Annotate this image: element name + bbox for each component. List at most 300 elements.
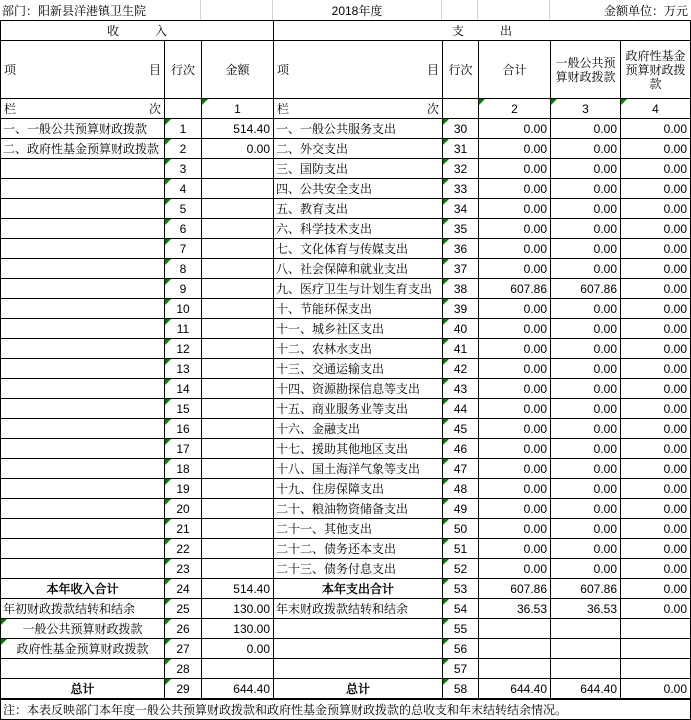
- expense-total-cell[interactable]: [479, 339, 551, 359]
- income-amount-cell[interactable]: [202, 439, 274, 459]
- income-item-cell[interactable]: [1, 139, 165, 159]
- income-amount-cell[interactable]: [202, 239, 274, 259]
- expense-total-cell[interactable]: [479, 499, 551, 519]
- expense-fund-cell[interactable]: [621, 339, 690, 359]
- income-line-cell[interactable]: [165, 259, 202, 279]
- expense-fund-cell[interactable]: [621, 399, 690, 419]
- income-line-cell[interactable]: [165, 619, 202, 639]
- income-line-cell[interactable]: [165, 579, 202, 599]
- income-amount-cell[interactable]: [202, 519, 274, 539]
- expense-line-cell[interactable]: [443, 419, 479, 439]
- expense-general-cell[interactable]: [551, 319, 621, 339]
- income-item-cell[interactable]: [1, 679, 165, 699]
- expense-total-cell[interactable]: [479, 119, 551, 139]
- expense-item-cell[interactable]: [274, 619, 443, 639]
- income-amount-cell-text: 644.40: [233, 681, 270, 696]
- income-line-cell[interactable]: [165, 459, 202, 479]
- expense-item-cell[interactable]: [274, 339, 443, 359]
- income-line-cell[interactable]: [165, 639, 202, 659]
- expense-general-cell[interactable]: [551, 599, 621, 619]
- expense-total-cell[interactable]: [479, 359, 551, 379]
- lane-num-cell[interactable]: [621, 99, 690, 119]
- income-amount-cell[interactable]: [202, 419, 274, 439]
- expense-general-cell[interactable]: [551, 239, 621, 259]
- income-line-cell[interactable]: [165, 159, 202, 179]
- expense-fund-cell[interactable]: [621, 119, 690, 139]
- unit-label[interactable]: 金额单位：万元: [603, 3, 688, 18]
- expense-item-cell-text: 十六、金融支出: [276, 422, 361, 436]
- income-item-cell[interactable]: [1, 559, 165, 579]
- income-amount-header[interactable]: 金额: [202, 41, 274, 99]
- income-item-cell[interactable]: [1, 599, 165, 619]
- expense-line-cell[interactable]: [443, 439, 479, 459]
- expense-fund-cell[interactable]: [621, 599, 690, 619]
- expense-item-cell[interactable]: [274, 219, 443, 239]
- expense-line-cell[interactable]: [443, 379, 479, 399]
- expense-item-cell[interactable]: [274, 299, 443, 319]
- income-line-cell[interactable]: [165, 359, 202, 379]
- income-item-cell[interactable]: [1, 219, 165, 239]
- income-amount-cell[interactable]: [202, 659, 274, 679]
- expense-line-cell[interactable]: [443, 399, 479, 419]
- lane-num-cell[interactable]: [479, 99, 551, 119]
- income-amount-cell[interactable]: [202, 599, 274, 619]
- expense-total-cell[interactable]: [479, 399, 551, 419]
- lane-num-cell[interactable]: [551, 99, 621, 119]
- expense-line-cell[interactable]: [443, 659, 479, 679]
- expense-general-cell[interactable]: [551, 659, 621, 679]
- income-line-cell[interactable]: [165, 399, 202, 419]
- income-line-cell[interactable]: [165, 139, 202, 159]
- expense-total-cell[interactable]: [479, 559, 551, 579]
- income-line-cell[interactable]: [165, 219, 202, 239]
- income-line-cell-text: 5: [179, 201, 187, 216]
- title-row: [0, 0, 691, 20]
- income-amount-cell[interactable]: [202, 499, 274, 519]
- income-item-cell[interactable]: [1, 179, 165, 199]
- income-line-cell[interactable]: [165, 679, 202, 699]
- expense-total-cell[interactable]: [479, 279, 551, 299]
- expense-section-header[interactable]: 支 出: [274, 21, 690, 41]
- expense-item-cell[interactable]: [274, 139, 443, 159]
- expense-item-cell-text: 年末财政拨款结转和结余: [276, 602, 409, 616]
- expense-line-cell[interactable]: [443, 479, 479, 499]
- income-line-cell[interactable]: [165, 599, 202, 619]
- income-amount-cell[interactable]: [202, 159, 274, 179]
- expense-general-cell[interactable]: [551, 439, 621, 459]
- expense-item-cell[interactable]: [274, 439, 443, 459]
- expense-item-cell[interactable]: [274, 579, 443, 599]
- income-line-cell-text: 26: [176, 621, 190, 636]
- income-line-cell[interactable]: [165, 419, 202, 439]
- expense-total-cell[interactable]: [479, 379, 551, 399]
- expense-fund-cell[interactable]: [621, 319, 690, 339]
- expense-item-cell[interactable]: [274, 539, 443, 559]
- income-line-cell[interactable]: [165, 379, 202, 399]
- income-amount-cell[interactable]: [202, 119, 274, 139]
- expense-general-cell-text: 36.53: [586, 601, 617, 616]
- expense-line-header[interactable]: 行次: [443, 41, 479, 99]
- expense-line-cell[interactable]: [443, 159, 479, 179]
- expense-total-cell[interactable]: [479, 539, 551, 559]
- expense-item-cell[interactable]: [274, 559, 443, 579]
- income-line-cell[interactable]: [165, 199, 202, 219]
- expense-line-cell[interactable]: [443, 219, 479, 239]
- expense-total-cell[interactable]: [479, 619, 551, 639]
- income-amount-cell[interactable]: [202, 319, 274, 339]
- number-flag-icon: [443, 599, 449, 605]
- expense-item-cell[interactable]: [274, 159, 443, 179]
- expense-item-cell[interactable]: [274, 419, 443, 439]
- income-item-cell[interactable]: [1, 399, 165, 419]
- income-amount-cell[interactable]: [202, 639, 274, 659]
- expense-general-cell[interactable]: [551, 119, 621, 139]
- expense-item-cell[interactable]: [274, 379, 443, 399]
- income-item-cell[interactable]: [1, 279, 165, 299]
- income-line-cell[interactable]: [165, 479, 202, 499]
- expense-total-cell[interactable]: [479, 519, 551, 539]
- expense-fund-cell[interactable]: [621, 259, 690, 279]
- expense-general-cell[interactable]: [551, 299, 621, 319]
- number-flag-icon: [443, 459, 449, 465]
- expense-line-cell[interactable]: [443, 679, 479, 699]
- expense-line-cell[interactable]: [443, 199, 479, 219]
- expense-line-cell[interactable]: [443, 139, 479, 159]
- income-line-cell[interactable]: [165, 439, 202, 459]
- income-amount-cell[interactable]: [202, 199, 274, 219]
- income-item-cell[interactable]: [1, 439, 165, 459]
- income-line-cell-text: 29: [176, 681, 190, 696]
- income-line-cell[interactable]: [165, 319, 202, 339]
- expense-total-cell[interactable]: [479, 439, 551, 459]
- expense-item-cell[interactable]: [274, 119, 443, 139]
- expense-line-cell[interactable]: [443, 599, 479, 619]
- expense-fund-cell[interactable]: [621, 159, 690, 179]
- expense-general-cell[interactable]: [551, 179, 621, 199]
- expense-fund-cell-text: 0.00: [663, 601, 687, 616]
- expense-line-cell[interactable]: [443, 319, 479, 339]
- expense-total-cell[interactable]: [479, 219, 551, 239]
- table-body: [1, 119, 690, 699]
- expense-general-cell-text: 0.00: [593, 381, 617, 396]
- income-amount-cell[interactable]: [202, 179, 274, 199]
- income-amount-cell[interactable]: [202, 399, 274, 419]
- number-flag-icon: [443, 519, 449, 525]
- expense-line-cell-text: 38: [453, 281, 468, 296]
- income-item-cell[interactable]: [1, 499, 165, 519]
- expense-fund-cell[interactable]: [621, 239, 690, 259]
- income-line-cell[interactable]: [165, 299, 202, 319]
- expense-item-cell[interactable]: [274, 259, 443, 279]
- expense-total-cell[interactable]: [479, 459, 551, 479]
- expense-line-cell[interactable]: [443, 459, 479, 479]
- expense-fund-cell[interactable]: [621, 219, 690, 239]
- expense-general-cell[interactable]: [551, 519, 621, 539]
- expense-line-cell[interactable]: [443, 359, 479, 379]
- expense-general-cell[interactable]: [551, 619, 621, 639]
- income-line-cell[interactable]: [165, 499, 202, 519]
- expense-line-cell-text: 47: [453, 461, 468, 476]
- expense-item-cell[interactable]: [274, 519, 443, 539]
- expense-total-cell[interactable]: [479, 299, 551, 319]
- expense-item-cell[interactable]: [274, 659, 443, 679]
- income-line-cell[interactable]: [165, 519, 202, 539]
- income-line-cell-text: 20: [176, 501, 190, 516]
- expense-total-cell[interactable]: [479, 319, 551, 339]
- expense-general-cell[interactable]: [551, 499, 621, 519]
- income-item-cell[interactable]: [1, 199, 165, 219]
- expense-general-cell[interactable]: [551, 259, 621, 279]
- income-amount-cell[interactable]: [202, 619, 274, 639]
- expense-line-cell[interactable]: [443, 579, 479, 599]
- item-header-left: 项: [277, 63, 290, 77]
- income-line-cell-text: 18: [176, 461, 190, 476]
- expense-general-cell[interactable]: [551, 399, 621, 419]
- income-item-cell[interactable]: [1, 459, 165, 479]
- expense-line-cell-text: 51: [453, 541, 468, 556]
- year-label[interactable]: 2018年度: [273, 0, 442, 20]
- expense-general-budget-header[interactable]: 一般公共预算财政拨款: [551, 41, 621, 99]
- department-label[interactable]: 部门：阳新县洋港镇卫生院: [0, 0, 201, 20]
- expense-item-cell[interactable]: [274, 199, 443, 219]
- income-item-cell[interactable]: [1, 619, 165, 639]
- number-flag-icon: [443, 419, 449, 425]
- expense-fund-cell-text: 0.00: [663, 141, 687, 156]
- income-lane-cell[interactable]: [1, 99, 165, 119]
- expense-general-cell[interactable]: [551, 219, 621, 239]
- expense-fund-cell[interactable]: [621, 279, 690, 299]
- expense-fund-cell[interactable]: [621, 499, 690, 519]
- expense-item-header[interactable]: [274, 41, 443, 99]
- income-section-header[interactable]: 收 入: [1, 21, 274, 41]
- expense-line-cell[interactable]: [443, 119, 479, 139]
- income-item-cell[interactable]: [1, 259, 165, 279]
- income-line-cell[interactable]: [165, 119, 202, 139]
- income-item-cell[interactable]: [1, 659, 165, 679]
- expense-line-cell[interactable]: [443, 339, 479, 359]
- expense-total-cell[interactable]: [479, 159, 551, 179]
- income-line-cell[interactable]: [165, 659, 202, 679]
- income-item-cell[interactable]: [1, 319, 165, 339]
- expense-general-cell[interactable]: [551, 339, 621, 359]
- expense-fund-cell[interactable]: [621, 419, 690, 439]
- table-row: [1, 579, 690, 599]
- expense-item-cell[interactable]: [274, 179, 443, 199]
- income-line-cell[interactable]: [165, 539, 202, 559]
- expense-line-cell-text: 34: [453, 201, 468, 216]
- expense-fund-cell[interactable]: [621, 139, 690, 159]
- expense-fund-cell[interactable]: [621, 439, 690, 459]
- income-line-cell-text: 28: [176, 661, 190, 676]
- income-amount-cell[interactable]: [202, 259, 274, 279]
- income-amount-cell[interactable]: [202, 579, 274, 599]
- expense-lane-cell[interactable]: [274, 99, 443, 119]
- expense-general-cell[interactable]: [551, 639, 621, 659]
- income-amount-cell[interactable]: [202, 299, 274, 319]
- income-amount-cell[interactable]: [202, 459, 274, 479]
- income-item-cell[interactable]: [1, 359, 165, 379]
- number-flag-icon: [165, 319, 171, 325]
- expense-general-cell[interactable]: [551, 559, 621, 579]
- expense-item-cell[interactable]: [274, 639, 443, 659]
- expense-total-cell-text: 0.00: [523, 541, 547, 556]
- expense-general-cell[interactable]: [551, 419, 621, 439]
- lane-num-3: 3: [582, 101, 589, 116]
- expense-line-cell[interactable]: [443, 299, 479, 319]
- expense-general-cell[interactable]: [551, 679, 621, 699]
- income-item-cell[interactable]: [1, 419, 165, 439]
- income-item-cell[interactable]: [1, 579, 165, 599]
- expense-total-cell-text: 36.53: [516, 601, 547, 616]
- income-amount-cell[interactable]: [202, 559, 274, 579]
- income-amount-cell[interactable]: [202, 279, 274, 299]
- income-item-cell[interactable]: [1, 639, 165, 659]
- expense-general-cell[interactable]: [551, 479, 621, 499]
- expense-fund-cell[interactable]: [621, 479, 690, 499]
- expense-total-header[interactable]: 合计: [479, 41, 551, 99]
- expense-item-cell[interactable]: [274, 679, 443, 699]
- expense-fund-cell[interactable]: [621, 459, 690, 479]
- income-item-cell[interactable]: [1, 539, 165, 559]
- expense-line-cell[interactable]: [443, 519, 479, 539]
- expense-line-cell[interactable]: [443, 619, 479, 639]
- expense-fund-cell[interactable]: [621, 579, 690, 599]
- expense-total-cell[interactable]: [479, 179, 551, 199]
- expense-general-cell[interactable]: [551, 579, 621, 599]
- expense-line-cell[interactable]: [443, 499, 479, 519]
- expense-total-cell[interactable]: [479, 199, 551, 219]
- income-line-cell[interactable]: [165, 339, 202, 359]
- income-line-header[interactable]: 行次: [165, 41, 202, 99]
- expense-line-cell[interactable]: [443, 239, 479, 259]
- income-item-cell[interactable]: [1, 339, 165, 359]
- expense-gov-fund-header[interactable]: 政府性基金预算财政拨款: [621, 41, 690, 99]
- income-amount-cell[interactable]: [202, 339, 274, 359]
- expense-item-cell[interactable]: [274, 479, 443, 499]
- expense-line-cell[interactable]: [443, 639, 479, 659]
- income-item-cell[interactable]: [1, 379, 165, 399]
- expense-total-cell[interactable]: [479, 479, 551, 499]
- expense-item-cell[interactable]: [274, 459, 443, 479]
- expense-total-cell[interactable]: [479, 679, 551, 699]
- expense-item-cell[interactable]: [274, 279, 443, 299]
- income-item-cell[interactable]: [1, 299, 165, 319]
- expense-total-cell-text: 0.00: [523, 221, 547, 236]
- income-item-cell[interactable]: [1, 479, 165, 499]
- expense-general-cell-text: 0.00: [593, 501, 617, 516]
- expense-fund-cell[interactable]: [621, 679, 690, 699]
- expense-line-cell[interactable]: [443, 179, 479, 199]
- expense-total-cell-text: 0.00: [523, 381, 547, 396]
- expense-general-cell[interactable]: [551, 199, 621, 219]
- expense-general-cell[interactable]: [551, 379, 621, 399]
- expense-fund-cell[interactable]: [621, 519, 690, 539]
- number-flag-icon: [443, 479, 449, 485]
- number-flag-icon: [443, 639, 449, 645]
- expense-fund-cell[interactable]: [621, 559, 690, 579]
- expense-item-cell[interactable]: [274, 599, 443, 619]
- footnote[interactable]: 注：本表反映部门本年度一般公共预算财政拨款和政府性基金预算财政拨款的总收支和年末结转结余情况。: [0, 699, 691, 720]
- expense-fund-cell[interactable]: [621, 299, 690, 319]
- income-line-cell[interactable]: [165, 239, 202, 259]
- expense-total-cell[interactable]: [479, 139, 551, 159]
- income-line-cell[interactable]: [165, 279, 202, 299]
- expense-total-cell[interactable]: [479, 639, 551, 659]
- income-lane-line-cell[interactable]: [165, 99, 202, 119]
- expense-fund-cell[interactable]: [621, 539, 690, 559]
- income-item-cell[interactable]: [1, 119, 165, 139]
- income-item-header[interactable]: [1, 41, 165, 99]
- income-amount-cell[interactable]: [202, 479, 274, 499]
- income-amount-cell[interactable]: [202, 379, 274, 399]
- expense-item-cell-text: 二十三、债务付息支出: [276, 562, 397, 576]
- income-line-cell[interactable]: [165, 179, 202, 199]
- expense-total-cell[interactable]: [479, 599, 551, 619]
- expense-line-cell[interactable]: [443, 559, 479, 579]
- expense-item-cell[interactable]: [274, 239, 443, 259]
- expense-fund-cell-text: 0.00: [663, 461, 687, 476]
- income-item-cell[interactable]: [1, 159, 165, 179]
- income-amount-cell[interactable]: [202, 359, 274, 379]
- income-line-cell[interactable]: [165, 559, 202, 579]
- expense-lane-line-cell[interactable]: [443, 99, 479, 119]
- income-item-cell[interactable]: [1, 239, 165, 259]
- expense-item-cell[interactable]: [274, 399, 443, 419]
- expense-fund-cell[interactable]: [621, 199, 690, 219]
- table-row: [1, 239, 690, 259]
- expense-fund-cell[interactable]: [621, 359, 690, 379]
- income-amount-cell[interactable]: [202, 139, 274, 159]
- lane-num-cell[interactable]: [202, 99, 274, 119]
- expense-general-cell-text: 0.00: [593, 561, 617, 576]
- expense-fund-cell[interactable]: [621, 639, 690, 659]
- expense-general-cell[interactable]: [551, 359, 621, 379]
- expense-general-cell[interactable]: [551, 539, 621, 559]
- table-row: [1, 299, 690, 319]
- expense-fund-cell[interactable]: [621, 619, 690, 639]
- income-amount-cell-text: 0.00: [246, 141, 270, 156]
- expense-item-cell[interactable]: [274, 499, 443, 519]
- expense-total-cell[interactable]: [479, 419, 551, 439]
- income-amount-cell[interactable]: [202, 679, 274, 699]
- expense-general-cell[interactable]: [551, 279, 621, 299]
- expense-fund-cell[interactable]: [621, 179, 690, 199]
- expense-line-cell[interactable]: [443, 539, 479, 559]
- section-header-row: [1, 21, 690, 41]
- expense-general-cell[interactable]: [551, 159, 621, 179]
- income-item-cell[interactable]: [1, 519, 165, 539]
- income-amount-cell[interactable]: [202, 539, 274, 559]
- expense-total-cell[interactable]: [479, 579, 551, 599]
- table-row: [1, 439, 690, 459]
- expense-total-cell[interactable]: [479, 659, 551, 679]
- expense-fund-cell[interactable]: [621, 379, 690, 399]
- expense-line-cell-text: 49: [453, 501, 468, 516]
- expense-total-cell[interactable]: [479, 259, 551, 279]
- expense-item-cell[interactable]: [274, 359, 443, 379]
- income-amount-cell[interactable]: [202, 219, 274, 239]
- expense-line-cell[interactable]: [443, 279, 479, 299]
- expense-general-cell-text: 0.00: [593, 421, 617, 436]
- expense-fund-cell[interactable]: [621, 659, 690, 679]
- expense-total-cell[interactable]: [479, 239, 551, 259]
- expense-general-cell[interactable]: [551, 139, 621, 159]
- table-row: [1, 639, 690, 659]
- number-flag-icon: [165, 679, 171, 685]
- expense-item-cell[interactable]: [274, 319, 443, 339]
- expense-line-cell[interactable]: [443, 259, 479, 279]
- expense-general-cell[interactable]: [551, 459, 621, 479]
